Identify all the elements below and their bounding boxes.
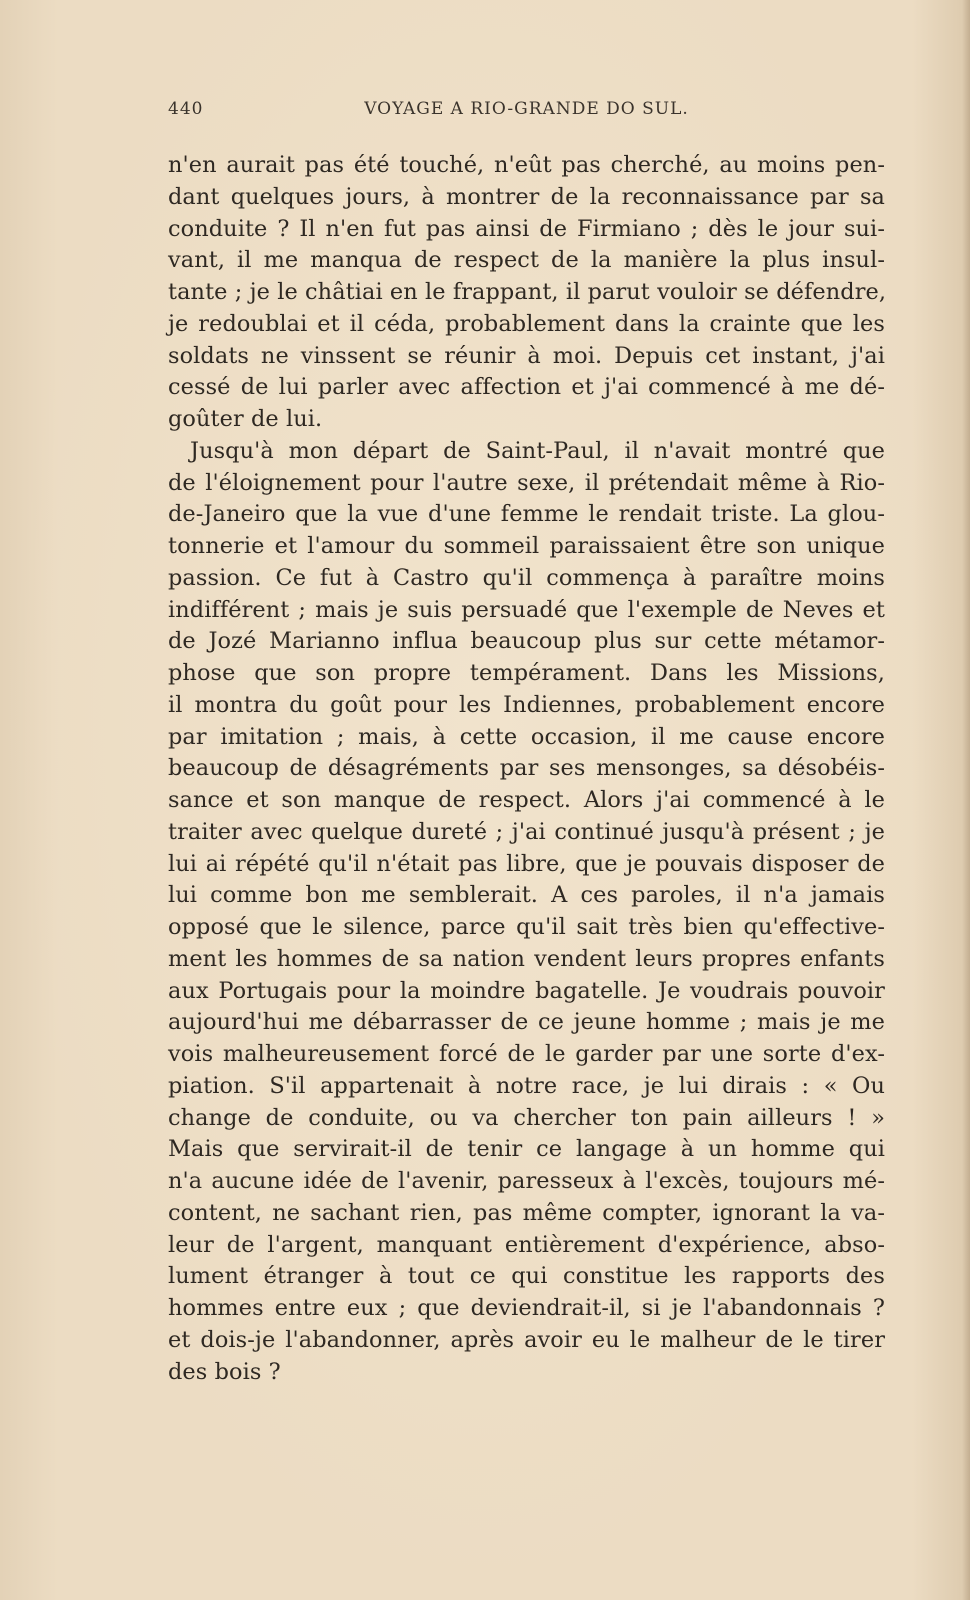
text-line: leur de l'argent, manquant entièrement d'expérience, abso- (168, 1231, 885, 1258)
text-line: lument étranger à tout ce qui constitue les rapports des (168, 1263, 885, 1290)
text-line: soldats ne vinssent se réunir à moi. Depuis cet instant, j'ai (168, 342, 885, 369)
text-line: opposé que le silence, parce qu'il sait très bien qu'effective- (168, 914, 885, 940)
text-line: passion. Ce fut à Castro qu'il commença à paraître moins (168, 564, 885, 591)
text-line: vois malheureusement forcé de le garder par une sorte d'ex- (168, 1041, 885, 1067)
text-line: aux Portugais pour la moindre bagatelle. Je voudrais pouvoir (168, 977, 885, 1004)
text-line: tante ; je le châtiai en le frappant, il parut vouloir se défendre, (168, 279, 887, 305)
text-line: aujourd'hui me débarrasser de ce jeune homme ; mais je me (168, 1009, 885, 1036)
text-line: indifférent ; mais je suis persuadé que l'exemple de Neves et (168, 596, 885, 623)
text-line: piation. S'il appartenait à notre race, je lui dirais : « Ou (168, 1072, 885, 1099)
paragraph-end-line: des bois ? (168, 1358, 281, 1385)
text-line: vant, il me manqua de respect de la manière la plus insul- (168, 247, 885, 274)
page-number: 440 (168, 99, 204, 119)
running-title: VOYAGE A RIO-GRANDE DO SUL. (364, 99, 689, 119)
text-line: je redoublai et il céda, probablement dans la crainte que les (168, 310, 885, 337)
body-text (168, 150, 885, 1388)
page-edge-shadow (962, 0, 970, 1600)
text-line: content, ne sachant rien, pas même compter, ignorant la va- (168, 1199, 885, 1226)
text-line: tonnerie et l'amour du sommeil paraissaient être son unique (168, 533, 885, 559)
text-line: de-Janeiro que la vue d'une femme le rendait triste. La glou- (168, 501, 885, 528)
text-line: phose que son propre tempérament. Dans les Missions, (168, 660, 885, 686)
text-line: lui ai répété qu'il n'était pas libre, que je pouvais disposer de (168, 850, 885, 877)
running-head (168, 99, 885, 129)
paragraph-end-line: goûter de lui. (168, 406, 323, 432)
text-line: de l'éloignement pour l'autre sexe, il prétendait même à Rio- (168, 469, 885, 496)
text-line: cessé de lui parler avec affection et j'ai commencé à me dé- (168, 374, 885, 401)
text-line: ment les hommes de sa nation vendent leurs propres enfants (168, 945, 885, 972)
text-line: dant quelques jours, à montrer de la reconnaissance par sa (168, 183, 885, 210)
text-line: conduite ? Il n'en fut pas ainsi de Firmiano ; dès le jour sui- (168, 215, 885, 242)
text-line: Mais que servirait-il de tenir ce langage à un homme qui (168, 1136, 885, 1163)
text-line: sance et son manque de respect. Alors j'ai commencé à le (168, 787, 885, 813)
text-line: traiter avec quelque dureté ; j'ai continué jusqu'à présent ; je (168, 818, 885, 845)
text-line: par imitation ; mais, à cette occasion, il me cause encore (168, 723, 885, 750)
text-line: il montra du goût pour les Indiennes, probablement encore (168, 691, 885, 718)
text-line: change de conduite, ou va chercher ton pain ailleurs ! » (168, 1104, 885, 1131)
text-line: de Jozé Marianno influa beaucoup plus sur cette métamor- (168, 628, 885, 655)
text-line: lui comme bon me semblerait. A ces paroles, il n'a jamais (168, 882, 885, 909)
text-line: n'en aurait pas été touché, n'eût pas cherché, au moins pen- (168, 152, 885, 178)
text-line: et dois-je l'abandonner, après avoir eu le malheur de le tirer (168, 1326, 885, 1353)
paragraph-start-line: Jusqu'à mon départ de Saint-Paul, il n'avait montré que (190, 437, 885, 464)
text-line: hommes entre eux ; que deviendrait-il, si je l'abandonnais ? (168, 1295, 885, 1321)
text-line: beaucoup de désagréments par ses mensonges, sa désobéis- (168, 755, 885, 782)
text-line: n'a aucune idée de l'avenir, paresseux à l'excès, toujours mé- (168, 1168, 885, 1194)
